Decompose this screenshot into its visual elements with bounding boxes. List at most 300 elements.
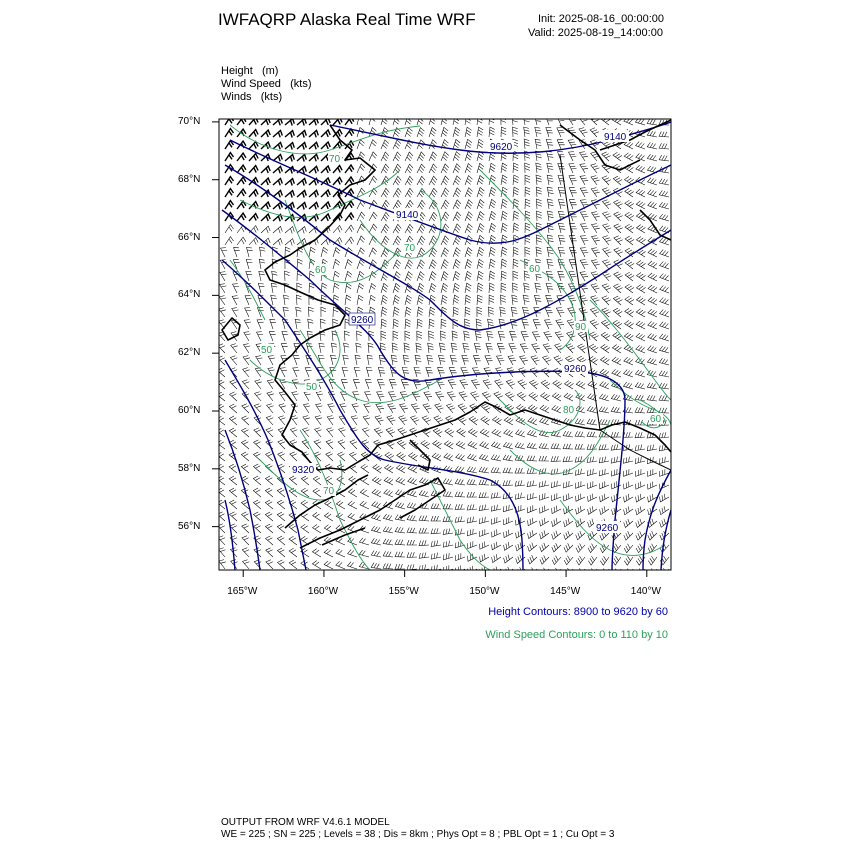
wind-barb <box>230 356 237 365</box>
wind-barb <box>242 512 250 521</box>
wind-barb <box>491 505 501 512</box>
wind-barb <box>314 440 321 449</box>
wind-barb <box>433 441 442 450</box>
wind-barb <box>600 556 609 565</box>
wind-barb <box>417 260 425 269</box>
wind-barb <box>321 190 330 197</box>
wind-barb <box>295 319 301 329</box>
wind-barb <box>429 115 436 125</box>
wind-barb <box>429 164 437 173</box>
wind-barb <box>547 199 553 209</box>
wind-barb <box>540 418 549 425</box>
wind-barb <box>624 531 633 540</box>
wind-barb <box>491 455 501 462</box>
wind-barb <box>249 154 258 161</box>
wind-barb <box>480 542 489 550</box>
wind-barb <box>472 380 480 389</box>
wind-barb <box>453 212 461 221</box>
wind-barb <box>279 404 286 413</box>
wind-barb <box>234 248 240 257</box>
wind-barb <box>230 380 237 389</box>
wind-barb <box>345 237 354 245</box>
wind-barb <box>357 283 364 293</box>
wind-barb <box>512 283 517 293</box>
wind-barb <box>309 166 318 173</box>
wind-barb <box>326 452 333 461</box>
wind-barb <box>301 524 309 533</box>
wind-barb <box>441 115 448 125</box>
wind-barb <box>501 283 506 293</box>
wind-barb <box>383 527 393 534</box>
wind-barb <box>225 153 234 161</box>
wind-barb <box>255 392 262 401</box>
wind-barb <box>591 176 600 185</box>
wind-barb <box>391 355 397 365</box>
wind-barb <box>393 176 401 185</box>
wind-barb <box>254 428 261 437</box>
wind-barb <box>497 344 504 353</box>
wind-barb <box>463 343 470 353</box>
wind-barb <box>528 505 537 513</box>
wind-barb <box>383 514 393 521</box>
field-name: Winds <box>221 91 252 103</box>
wind-barb <box>229 476 237 485</box>
wind-barb <box>357 236 365 245</box>
wind-barb <box>225 189 234 197</box>
wind-barb <box>217 380 225 389</box>
wind-barb <box>259 259 265 269</box>
wind-barb <box>624 153 633 161</box>
wind-barb <box>426 368 433 378</box>
wind-barb <box>283 307 289 317</box>
wind-barb <box>540 518 549 526</box>
wind-barb <box>477 127 483 137</box>
wind-barb <box>453 140 460 150</box>
wind-barb <box>465 295 471 305</box>
wind-barb <box>242 416 249 425</box>
wind-barb <box>513 211 519 221</box>
wind-barb <box>333 259 340 269</box>
wind-barb <box>369 295 376 305</box>
wind-barb <box>636 469 645 476</box>
wind-barb <box>476 319 482 329</box>
wind-barb <box>393 260 401 269</box>
wind-barb <box>535 139 541 149</box>
lat-tick-label: 58°N <box>178 462 201 474</box>
wind-barb <box>244 332 251 341</box>
wind-barb <box>484 368 492 377</box>
wind-barb <box>580 152 588 161</box>
wind-barb <box>603 224 612 233</box>
lon-tick-label: 155°W <box>388 586 419 597</box>
wind-barb <box>369 272 376 282</box>
wind-barb <box>648 297 657 305</box>
wind-barb <box>313 476 321 485</box>
wind-barb <box>359 538 369 545</box>
wind-barb <box>564 531 573 540</box>
wind-barb <box>501 163 507 173</box>
field-unit: (m) <box>261 65 279 77</box>
wind-barb <box>453 127 460 137</box>
wind-barb <box>321 247 328 257</box>
wind-barb <box>614 272 623 281</box>
wind-barb <box>344 343 350 353</box>
wind-barb <box>324 549 333 557</box>
field-name: Wind Speed <box>221 78 281 90</box>
wind-barb <box>546 128 553 138</box>
wind-barb <box>501 271 507 281</box>
wind-barb <box>611 407 621 413</box>
wind-barb <box>350 452 358 461</box>
wind-barb <box>564 518 573 526</box>
wind-barb <box>473 356 480 365</box>
wind-barb <box>357 212 365 221</box>
wind-barb <box>261 202 270 209</box>
wind-barb <box>339 428 346 437</box>
wind-barb <box>603 212 612 221</box>
wind-barb <box>302 440 309 449</box>
wind-barb <box>285 131 294 138</box>
wind-barb <box>371 551 381 557</box>
wind-barb <box>465 139 472 149</box>
wind-barb <box>389 380 396 389</box>
wind-barb <box>558 199 565 209</box>
wind-barb <box>453 152 460 161</box>
wind-barb <box>393 319 399 329</box>
wind-speed-label <box>328 153 342 165</box>
wind-barb <box>600 494 609 502</box>
svg-text:9260: 9260 <box>596 523 619 534</box>
wind-barb <box>386 428 395 437</box>
wind-barb <box>481 416 490 425</box>
wind-barb <box>489 199 496 209</box>
wind-barb <box>479 454 489 461</box>
wind-barb <box>266 548 273 557</box>
wind-barb <box>292 380 299 389</box>
wind-barb <box>625 308 634 317</box>
wind-barb <box>381 140 389 149</box>
wind-barb <box>378 367 385 377</box>
wind-barb <box>447 392 455 401</box>
wind-barb <box>660 262 669 270</box>
wind-barb <box>381 307 387 317</box>
wind-barb <box>321 295 326 305</box>
wind-barb <box>591 188 599 197</box>
wind-barb <box>635 407 645 413</box>
wind-barb <box>552 568 561 577</box>
wind-barb <box>472 368 480 377</box>
wind-barb <box>369 140 377 149</box>
wind-barb <box>636 321 645 329</box>
wind-barb <box>243 368 250 377</box>
wind-barb <box>540 568 549 577</box>
wind-barb <box>403 355 409 365</box>
wind-barb <box>389 392 397 401</box>
wind-barb <box>637 285 646 293</box>
wind-barb <box>636 142 645 149</box>
wind-barb <box>660 310 669 317</box>
wind-barb <box>444 441 453 449</box>
wind-barb <box>611 394 621 401</box>
wind-barb <box>525 223 530 233</box>
wind-barb <box>636 482 645 490</box>
wind-barb <box>254 452 262 461</box>
wind-barb <box>558 223 565 233</box>
wind-barb <box>611 457 621 464</box>
wind-barb <box>417 272 424 281</box>
wind-barb <box>492 554 501 562</box>
wind-barb <box>457 428 466 437</box>
wind-barb <box>453 248 461 257</box>
wind-barb <box>316 404 323 413</box>
wind-barb <box>341 380 347 389</box>
wind-barb <box>441 164 449 173</box>
wind-barb <box>429 176 437 185</box>
wind-barb <box>392 343 398 353</box>
wind-barb <box>444 453 453 461</box>
wind-barb <box>290 428 297 437</box>
wind-barb <box>243 560 250 569</box>
wind-barb <box>580 176 588 185</box>
wind-barb <box>636 153 645 161</box>
wind-barb <box>459 392 468 401</box>
wind-barb <box>648 261 657 269</box>
wind-barb <box>265 500 273 509</box>
wind-barb <box>624 544 633 553</box>
wind-barb <box>261 166 270 173</box>
wind-barb <box>531 356 540 365</box>
wind-barb <box>636 358 645 365</box>
wind-speed-label <box>528 263 542 275</box>
wind-barb <box>395 564 405 569</box>
wind-barb <box>539 456 549 461</box>
wind-barb <box>408 477 417 485</box>
wind-barb <box>229 404 237 413</box>
wind-barb <box>636 225 645 233</box>
wind-barb <box>395 527 405 533</box>
wind-barb <box>395 502 405 509</box>
wind-barb <box>648 469 657 476</box>
wind-barb <box>552 506 561 514</box>
wind-barb <box>453 188 461 197</box>
wind-barb <box>637 273 646 282</box>
wind-barb <box>348 489 357 497</box>
wind-barb <box>345 271 352 281</box>
wind-barb <box>660 494 669 502</box>
wind-barb <box>536 199 542 209</box>
wind-barb <box>289 548 297 557</box>
wind-barb <box>225 177 234 185</box>
wind-barb <box>477 295 483 305</box>
wind-barb <box>258 283 264 293</box>
wind-barb <box>301 476 309 485</box>
wind-barb <box>635 445 645 451</box>
wind-barb <box>465 271 472 281</box>
wind-barb <box>285 155 294 162</box>
wind-barb <box>436 392 444 401</box>
wind-barb <box>545 308 553 317</box>
wind-barb <box>273 142 282 149</box>
wind-barb <box>489 247 496 257</box>
wind-barb <box>558 187 565 197</box>
wind-barb <box>393 236 401 245</box>
wind-barb <box>558 272 565 281</box>
wind-speed-label <box>305 381 319 393</box>
wind-barb <box>441 212 449 221</box>
wind-barb <box>338 440 345 449</box>
wind-barb <box>357 260 364 269</box>
wind-barb <box>477 200 484 210</box>
wind-barb <box>443 528 453 534</box>
wind-barb <box>503 442 513 449</box>
wind-barb <box>623 444 633 450</box>
wind-barb <box>441 283 448 293</box>
wind-barb <box>230 512 237 521</box>
wind-barb <box>309 247 315 257</box>
wind-barb <box>219 548 226 557</box>
wind-barb <box>540 543 549 552</box>
wind-barb <box>219 560 226 569</box>
wind-barb <box>624 357 633 365</box>
wind-barb <box>614 212 623 221</box>
wind-barb <box>501 211 507 221</box>
wind-barb <box>576 381 585 389</box>
wind-barb <box>468 429 477 437</box>
wind-barb <box>659 155 669 161</box>
wind-barb <box>532 344 540 353</box>
wind-barb <box>647 445 657 451</box>
wind-barb <box>579 128 588 137</box>
lat-tick-label: 56°N <box>178 520 201 532</box>
wind-barb <box>600 481 609 489</box>
wind-barb <box>416 343 422 353</box>
wind-barb <box>504 417 513 425</box>
wind-barb <box>540 506 549 514</box>
wind-barb <box>614 200 623 209</box>
wind-barb <box>512 295 518 305</box>
wind-barb <box>536 175 542 185</box>
wind-barb <box>357 115 364 125</box>
wind-barb <box>441 236 449 245</box>
wind-barb <box>225 225 234 233</box>
wind-barb <box>270 320 276 329</box>
wind-barb <box>528 530 537 538</box>
wind-speed-label <box>322 485 336 497</box>
wind-barb <box>660 250 669 257</box>
wind-barb <box>285 271 290 281</box>
wind-barb <box>495 380 504 389</box>
wind-barb <box>326 440 333 449</box>
wind-barb <box>417 319 423 329</box>
wind-barb <box>603 236 612 245</box>
wind-barb <box>369 224 377 233</box>
wind-barb <box>277 500 285 509</box>
wind-barb <box>477 271 483 281</box>
wind-barb <box>513 223 519 233</box>
wind-barb <box>405 115 412 125</box>
wind-barb <box>453 307 459 317</box>
wind-barb <box>321 130 330 137</box>
svg-text:9140: 9140 <box>604 132 627 143</box>
wind-barb <box>536 187 542 197</box>
wind-barb <box>529 392 538 401</box>
wind-barb <box>501 175 507 185</box>
wind-barb <box>659 132 669 138</box>
wind-barb <box>265 476 273 485</box>
wind-barb <box>648 321 657 329</box>
wind-barb <box>265 524 273 533</box>
wind-barb <box>525 187 530 197</box>
wind-barb <box>439 355 446 365</box>
wind-barb <box>480 529 489 536</box>
wind-barb <box>552 531 561 540</box>
wind-barb <box>443 491 453 497</box>
wind-barb <box>557 284 564 293</box>
wind-barb <box>309 142 318 149</box>
wind-barb <box>348 550 357 557</box>
wind-barb <box>659 371 669 378</box>
wind-barb <box>566 344 575 353</box>
wind-barb <box>464 331 470 341</box>
wind-barb <box>581 224 589 233</box>
wind-barb <box>266 536 274 545</box>
wind-barb <box>277 488 285 497</box>
wind-barb <box>612 345 621 353</box>
wind-barb <box>551 481 561 488</box>
wind-barb <box>296 307 302 317</box>
wind-barb <box>623 382 633 389</box>
wind-barb <box>600 357 609 365</box>
wind-barb <box>513 271 518 281</box>
wind-barb <box>479 517 489 524</box>
wind-barb <box>612 117 621 125</box>
wind-barb <box>393 307 399 317</box>
wind-barb <box>284 295 290 305</box>
wind-barb <box>369 212 377 221</box>
wind-barb <box>468 441 477 449</box>
wind-barb <box>230 392 237 401</box>
wind-barb <box>441 295 447 305</box>
wind-barb <box>271 283 277 293</box>
wind-barb <box>261 226 270 233</box>
wind-barb <box>233 260 240 269</box>
wind-barb <box>321 307 326 317</box>
wind-barb <box>254 440 261 449</box>
wind-barb <box>465 212 473 221</box>
wind-barb <box>636 494 645 502</box>
wind-barb <box>513 247 519 257</box>
wind-barb <box>527 493 537 500</box>
wind-barb <box>504 542 513 550</box>
wind-barb <box>588 544 597 553</box>
wind-barb <box>497 356 505 365</box>
wind-barb <box>635 370 645 377</box>
wind-barb <box>303 416 310 425</box>
lon-tick-label: 145°W <box>550 586 581 597</box>
wind-barb <box>364 404 371 413</box>
wind-barb <box>309 202 318 209</box>
wind-barb <box>338 452 345 461</box>
wind-barb <box>345 283 352 293</box>
wind-barb <box>402 367 409 377</box>
wind-barb <box>297 155 306 162</box>
wind-barb <box>504 517 513 524</box>
wind-barb <box>545 116 552 125</box>
wind-barb <box>388 404 396 413</box>
wind-barb <box>602 284 611 293</box>
wind-barb <box>592 212 600 221</box>
wind-barb <box>647 154 657 161</box>
